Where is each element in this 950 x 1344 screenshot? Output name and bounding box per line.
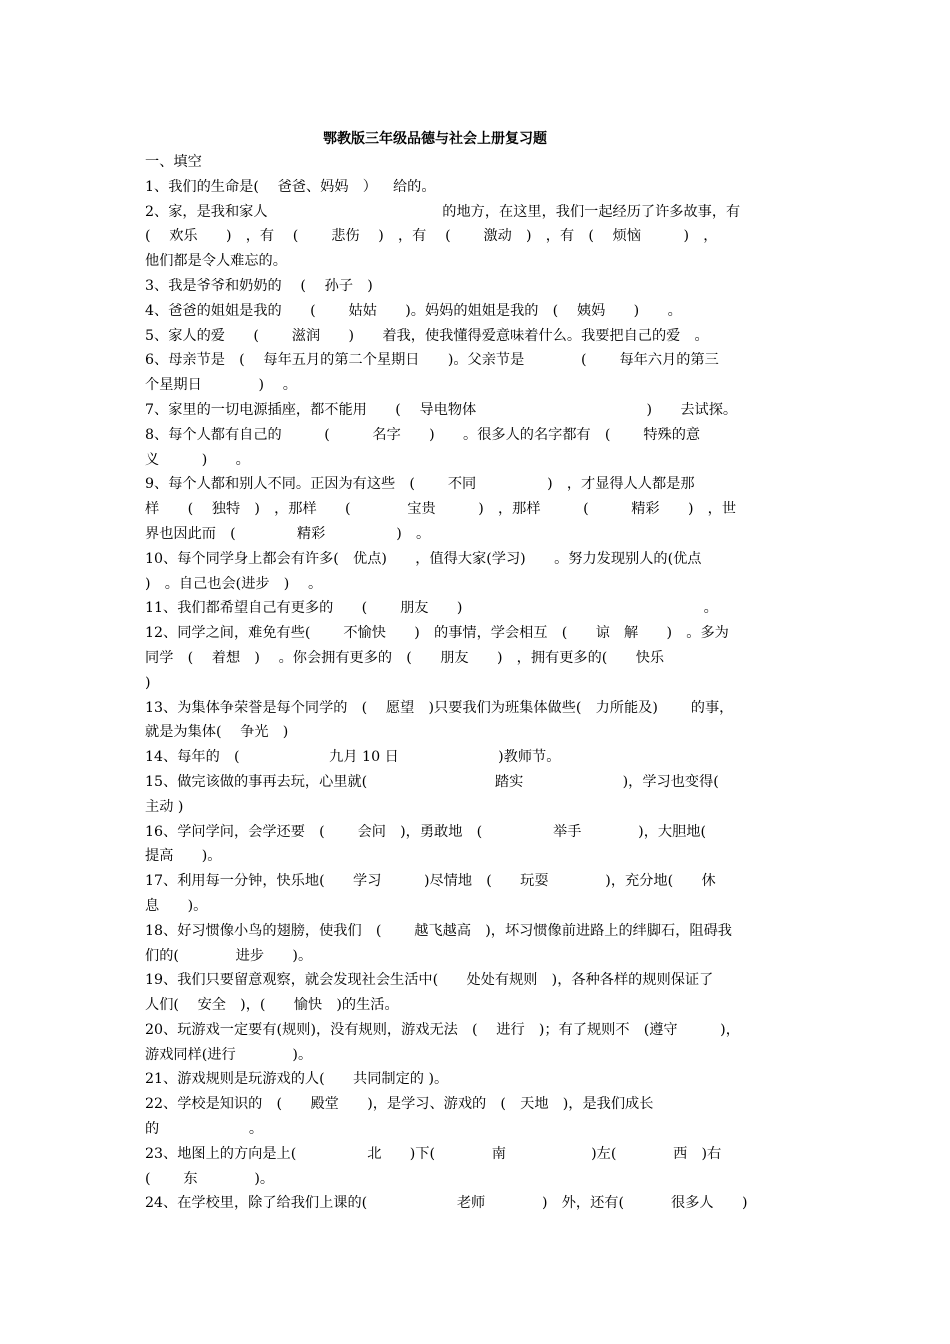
text-line: 他们都是令人难忘的。 (145, 253, 287, 270)
text-line: 个星期日 ) 。 (145, 377, 297, 394)
text-line: 15、做完该做的事再去玩，心里就( 踏实 )，学习也变得( (145, 773, 719, 790)
text-line: 就是为集体( 争光 ) (145, 724, 289, 741)
text-line: 3、我是爷爷和奶奶的 ( 孙子 ) (145, 277, 373, 294)
text-line: 界也因此而 ( 精彩 ) 。 (145, 525, 431, 542)
text-line: 11、我们都希望自己有更多的 ( 朋友 ) 。 (145, 600, 718, 617)
text-line: 13、为集体争荣誉是每个同学的 ( 愿望 )只要我们为班集体做些( 力所能及) 的事， (145, 699, 734, 716)
text-line: 1、我们的生命是( 爸爸、妈妈 ） 给的。 (145, 178, 436, 195)
document-title: 鄂教版三年级品德与社会上册复习题 (323, 131, 547, 147)
text-line: ) (145, 674, 151, 691)
text-line: 主动 ) (145, 798, 184, 815)
text-line: 提高 )。 (145, 848, 222, 865)
text-line: ( 东 )。 (145, 1170, 275, 1187)
text-line: 21、游戏规则是玩游戏的人( 共同制定的 )。 (145, 1071, 449, 1088)
text-line: 9、每个人都和别人不同。正因为有这些 ( 不同 ) ，才显得人人都是那 (145, 476, 695, 493)
text-line: 7、家里的一切电源插座，都不能用 ( 导电物体 ) 去试探。 (145, 401, 738, 418)
text-line: ) 。自己也会(进步 ) 。 (145, 575, 323, 592)
text-line: 4、爸爸的姐姐是我的 ( 姑姑 )。妈妈的姐姐是我的 ( 姨妈 ) 。 (145, 302, 682, 319)
text-line: 20、玩游戏一定要有(规则)，没有规则，游戏无法 ( 进行 )；有了规则不 (遵守 )， (145, 1021, 740, 1038)
text-line: 22、学校是知识的 ( 殿堂 )，是学习、游戏的 ( 天地 )，是我们成长 (145, 1096, 654, 1113)
text-line: 游戏同样(进行 )。 (145, 1046, 313, 1063)
text-line: 12、同学之间，难免有些( 不愉快 ) 的事情，学会相互 ( 谅 解 ) 。多为 (145, 625, 729, 642)
section-heading: 一、填空 (145, 154, 202, 170)
text-line: 的 。 (145, 1121, 264, 1138)
text-line: 14、每年的 ( 九月 10 日 )教师节。 (145, 749, 561, 766)
text-line: ( 欢乐 ) ，有 ( 悲伤 ) ，有 ( 激动 ) ，有 ( 烦恼 ) ， (145, 228, 718, 245)
text-line: 19、我们只要留意观察，就会发现社会生活中( 处处有规则 )，各种各样的规则保证了 (145, 972, 714, 989)
text-line: 义 ) 。 (145, 451, 250, 468)
document-body (145, 150, 810, 1216)
text-line: 6、母亲节是 ( 每年五月的第二个星期日 )。父亲节是 ( 每年六月的第三 (145, 352, 719, 369)
text-line: 24、在学校里，除了给我们上课的( 老师 ) 外，还有( 很多人 ) (145, 1195, 748, 1212)
text-line: 息 )。 (145, 897, 208, 914)
text-line: 2、家，是我和家人 的地方，在这里，我们一起经历了许多故事，有 (145, 203, 741, 220)
text-line: 18、好习惯像小鸟的翅膀，使我们 ( 越飞越高 )，坏习惯像前进路上的绊脚石，阻碍我 (145, 922, 732, 939)
text-line: 5、家人的爱 ( 滋润 ) 着我，使我懂得爱意味着什么。我要把自己的爱 。 (145, 327, 709, 344)
text-line: 17、利用每一分钟，快乐地( 学习 )尽情地 ( 玩耍 )，充分地( 休 (145, 873, 716, 890)
text-line: 们的( 进步 )。 (145, 947, 313, 964)
text-line: 23、地图上的方向是上( 北 )下( 南 )左( 西 )右 (145, 1145, 722, 1162)
text-line: 样 ( 独特 ) ，那样 ( 宝贵 ) ，那样 ( 精彩 ) ，世 (145, 501, 737, 518)
text-line: 16、学问学问，会学还要 ( 会问 )，勇敢地 ( 举手 )，大胆地( (145, 823, 706, 840)
text-line: 8、每个人都有自己的 ( 名字 ) 。很多人的名字都有 ( 特殊的意 (145, 426, 701, 443)
text-line: 10、每个同学身上都会有许多( 优点) ，值得大家(学习) 。努力发现别人的(优点 (145, 550, 702, 567)
text-line: 同学 ( 着想 ) 。你会拥有更多的 ( 朋友 ) ，拥有更多的( 快乐 (145, 649, 679, 666)
text-line: 人们( 安全 )，( 愉快 )的生活。 (145, 997, 399, 1014)
